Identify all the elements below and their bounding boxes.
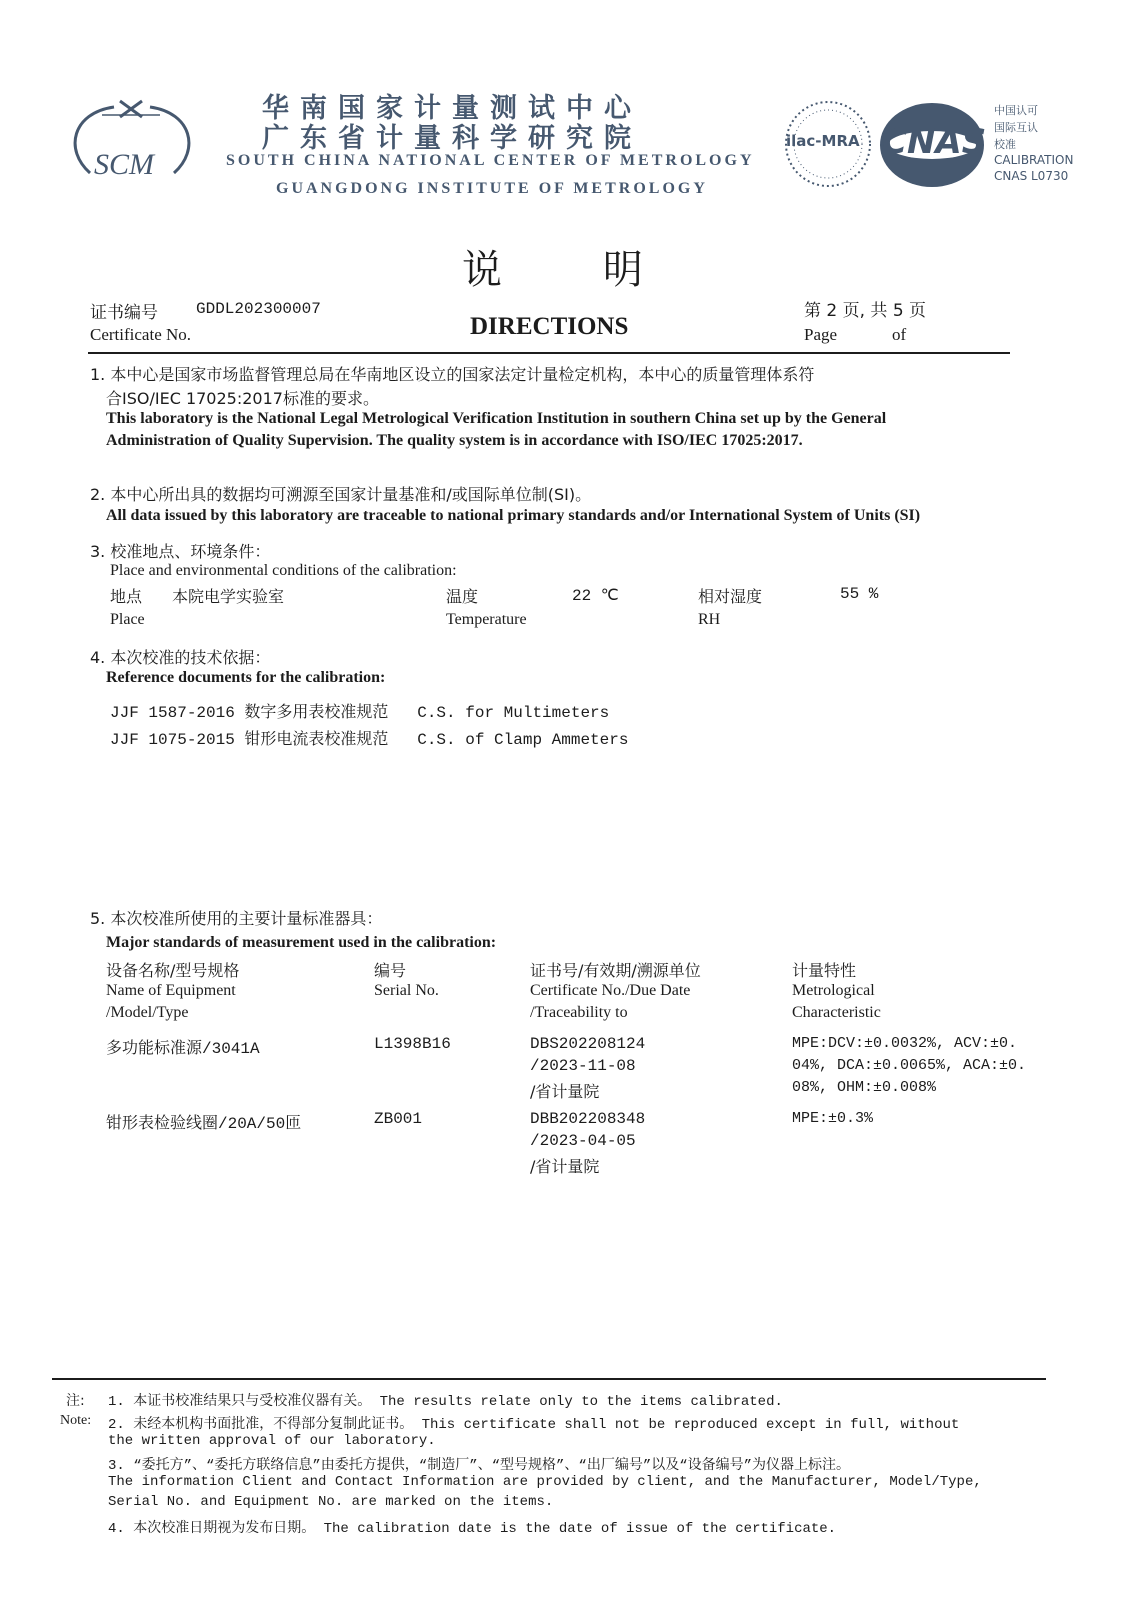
reference-document-1: JJF 1587-2016 数字多用表校准规范 C.S. for Multimeters	[110, 704, 610, 722]
note-3-line-3: Serial No. and Equipment No. are marked on the items.	[108, 1494, 554, 1510]
table-header-cert-en-1: Certificate No./Due Date	[530, 982, 691, 999]
table-header-cert-cn: 证书号/有效期/溯源单位	[530, 961, 701, 980]
note-2-line-1: 2. 未经本机构书面批准，不得部分复制此证书。 This certificate shall not be reproduced except in full, without	[108, 1417, 960, 1433]
table-row-2-cert-2: /2023-04-05	[530, 1132, 636, 1150]
section-1-cn-line-2: 合ISO/IEC 17025:2017标准的要求。	[106, 389, 379, 408]
org-en-name-2: GUANGDONG INSTITUTE OF METROLOGY	[276, 180, 708, 197]
note-4: 4. 本次校准日期视为发布日期。 The calibration date is the date of issue of the certificate.	[108, 1521, 837, 1537]
org-cn-name-1: 华南国家计量测试中心	[262, 93, 642, 124]
table-row-2-cert-1: DBB202208348	[530, 1110, 646, 1128]
page-of-en: of	[892, 325, 907, 344]
note-label-en: Note:	[60, 1413, 92, 1428]
page-counter-cn: 第 2 页, 共 5 页	[804, 301, 927, 321]
table-row-1-char-1: MPE:DCV:±0.0032%, ACV:±0.	[792, 1035, 1018, 1052]
section-4-en: Reference documents for the calibration:	[106, 669, 386, 686]
cnas-logo-text: CNAS	[882, 122, 987, 162]
certificate-label-cn: 证书编号	[90, 303, 158, 323]
table-row-2-char-1: MPE:±0.3%	[792, 1110, 874, 1127]
place-label-en: Place	[110, 611, 145, 628]
table-header-serial-en: Serial No.	[374, 982, 439, 999]
table-header-char-en-1: Metrological	[792, 982, 875, 999]
table-row-2-cert-3: /省计量院	[530, 1157, 600, 1176]
note-label-cn: 注:	[66, 1393, 85, 1409]
reference-document-2: JJF 1075-2015 钳形电流表校准规范 C.S. of Clamp Ammeters	[110, 731, 629, 749]
scm-logo-text: SCM	[94, 148, 154, 181]
humidity-label-cn: 相对湿度	[698, 587, 763, 606]
place-value: 本院电学实验室	[172, 587, 285, 606]
page-title-en: DIRECTIONS	[470, 313, 629, 340]
page-title-cn: 说 明	[462, 247, 653, 293]
humidity-value: 55 %	[840, 585, 879, 603]
section-1-en-line-1: This laboratory is the National Legal Metrological Verification Institution in southern China set up by the General	[106, 410, 887, 427]
cnas-en-1: CALIBRATION	[994, 153, 1074, 167]
table-row-1-cert-3: /省计量院	[530, 1082, 600, 1101]
section-1-en-line-2: Administration of Quality Supervision. The quality system is in accordance with ISO/IEC 17025:2017.	[106, 432, 803, 449]
header-divider	[88, 352, 1010, 354]
note-3-line-1: 3. “委托方”、“委托方联络信息”由委托方提供，“制造厂”、“型号规格”、“出厂编号”以及“设备编号”为仪器上标注。	[108, 1458, 851, 1474]
section-3-en: Place and environmental conditions of the calibration:	[110, 562, 457, 579]
table-row-1-cert-1: DBS202208124	[530, 1035, 646, 1053]
temperature-label-en: Temperature	[446, 611, 527, 628]
note-3-line-2: The information Client and Contact Information are provided by client, and the Manufacturer, Model/Type,	[108, 1474, 982, 1490]
org-en-name-1: SOUTH CHINA NATIONAL CENTER OF METROLOGY	[226, 152, 755, 169]
temperature-value: 22 ℃	[572, 587, 619, 605]
header	[0, 0, 1132, 210]
table-header-cert-en-2: /Traceability to	[530, 1004, 628, 1021]
table-header-char-en-2: Characteristic	[792, 1004, 881, 1021]
temperature-label-cn: 温度	[446, 587, 479, 606]
table-header-serial-cn: 编号	[374, 961, 407, 980]
section-5-en: Major standards of measurement used in the calibration:	[106, 934, 497, 951]
section-2-en: All data issued by this laboratory are traceable to national primary standards and/or International System of Units (SI)	[106, 507, 921, 524]
table-header-name-cn: 设备名称/型号规格	[106, 961, 240, 980]
section-5-cn: 5. 本次校准所使用的主要计量标准器具：	[90, 909, 383, 928]
cnas-cn-1: 中国认可	[994, 104, 1038, 117]
table-row-2-name: 钳形表检验线圈/20A/50匝	[106, 1115, 302, 1133]
table-row-1-char-2: 04%, DCA:±0.0065%, ACA:±0.	[792, 1057, 1027, 1074]
certificate-label-en: Certificate No.	[90, 325, 192, 344]
section-2-cn: 2. 本中心所出具的数据均可溯源至国家计量基准和/或国际单位制(SI)。	[90, 485, 592, 504]
page-label-en: Page	[804, 325, 838, 344]
table-header-char-cn: 计量特性	[792, 961, 857, 980]
ilac-mra-text: ilac-MRA	[786, 132, 860, 150]
table-row-1-serial: L1398B16	[374, 1035, 451, 1053]
note-2-line-2: the written approval of our laboratory.	[108, 1433, 436, 1449]
table-header-name-en-2: /Model/Type	[106, 1004, 189, 1021]
table-header-name-en-1: Name of Equipment	[106, 982, 236, 999]
place-label-cn: 地点	[110, 587, 143, 606]
cnas-en-2: CNAS L0730	[994, 169, 1069, 183]
certificate-number: GDDL202300007	[196, 300, 321, 318]
table-row-1-name: 多功能标准源/3041A	[106, 1040, 260, 1058]
section-4-cn: 4. 本次校准的技术依据：	[90, 648, 271, 667]
table-row-1-cert-2: /2023-11-08	[530, 1057, 636, 1075]
cnas-cn-3: 校准	[994, 138, 1016, 151]
section-3-cn: 3. 校准地点、环境条件：	[90, 542, 271, 561]
note-1: 1. 本证书校准结果只与受校准仪器有关。 The results relate only to the items calibrated.	[108, 1394, 783, 1410]
table-row-2-serial: ZB001	[374, 1110, 423, 1128]
section-1-cn-line-1: 1. 本中心是国家市场监督管理总局在华南地区设立的国家法定计量检定机构，本中心的质量管理体系符	[90, 365, 815, 384]
humidity-label-en: RH	[698, 611, 721, 628]
cnas-cn-2: 国际互认	[994, 121, 1038, 134]
footer-divider	[52, 1378, 1046, 1380]
org-cn-name-2: 广东省计量科学研究院	[262, 123, 642, 154]
table-row-1-char-3: 08%, OHM:±0.008%	[792, 1079, 937, 1096]
